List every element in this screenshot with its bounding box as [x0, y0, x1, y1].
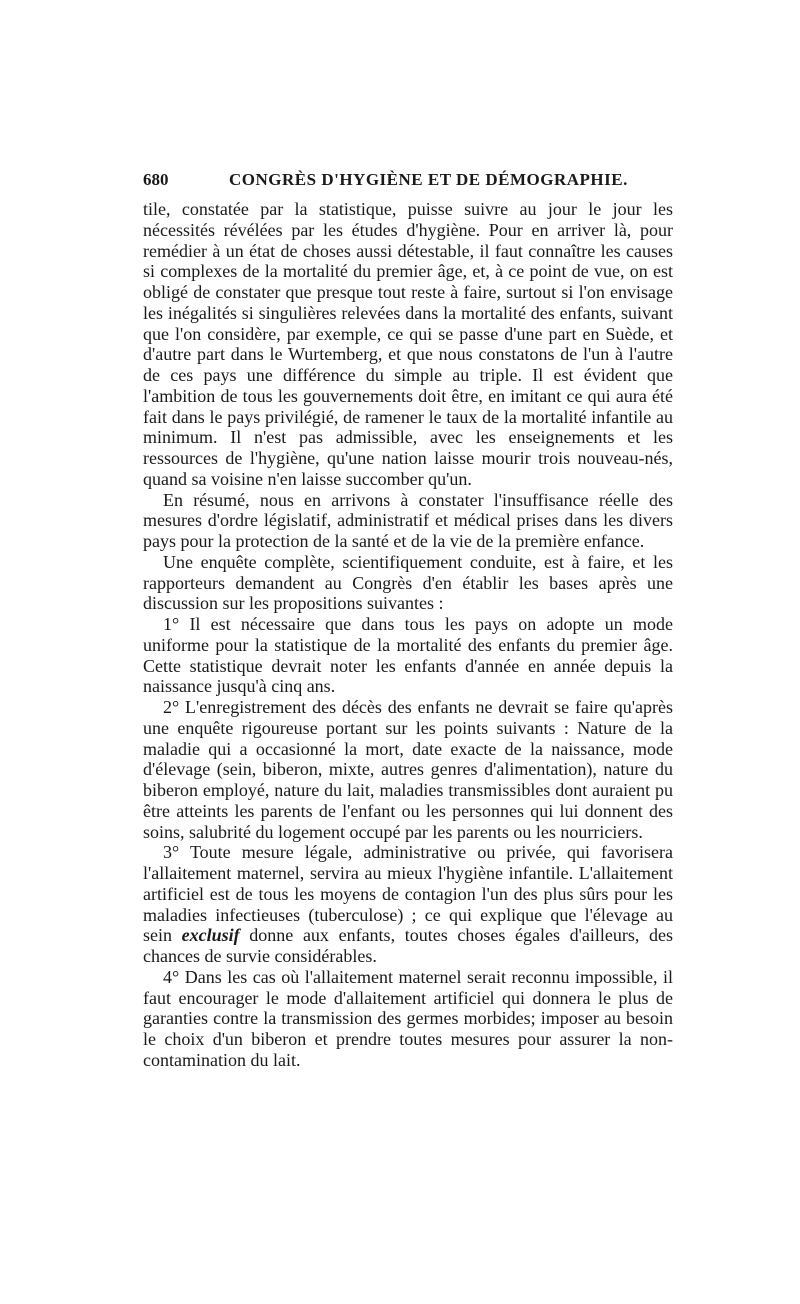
page-header	[143, 170, 673, 194]
paragraph-text: 3° Toute mesure légale, administrative ou privée, qui favorisera l'allaitement maternel, servira au mieux l'hygiène infantile. L'allaitement artificiel est de tous les moyens de contagion l'un des plus sûrs pour les maladies infectieuses (tuberculose) ; ce qui explique que l'élevage au sein	[143, 842, 673, 946]
running-title: CONGRÈS D'HYGIÈNE ET DE DÉMOGRAPHIE.	[229, 170, 628, 189]
page-number: 680	[143, 170, 169, 189]
body-text	[143, 199, 673, 1071]
paragraph-text: donne aux enfants, toutes choses égales d'ailleurs, des chances de survie considérables.	[143, 925, 673, 966]
paragraph: 4° Dans les cas où l'allaitement maternel serait reconnu impossible, il faut encourager le mode d'allaitement artificiel qui donnera le plus de garanties contre la transmission des germes morbides; imposer au besoin le choix d'un biberon et prendre toutes mesures pour assurer la non-contamination du lait.	[143, 966, 673, 1070]
emphasis: exclusif	[181, 925, 240, 946]
paragraph: 2° L'enregistrement des décès des enfants ne devrait se faire qu'après une enquête rigoureuse portant sur les points suivants : Nature de la maladie qui a occasionné la mort, date exacte de la naissance, mode d'élevage (sein, biberon, mixte, autres genres d'alimentation), nature du biberon employé, nature du lait, maladies transmissibles dont auraient pu être atteints les parents de l'enfant ou les personnes qui lui donnent des soins, salubrité du logement occupé par les parents ou les nourriciers.	[143, 697, 673, 842]
paragraph: 1° Il est nécessaire que dans tous les pays on adopte un mode uniforme pour la statistique de la mortalité des enfants du premier âge. Cette statistique devrait noter les enfants d'année en année depuis la naissance jusqu'à cinq ans.	[143, 614, 673, 697]
paragraph: tile, constatée par la statistique, puisse suivre au jour le jour les nécessités révélées par les études d'hygiène. Pour en arriver là, pour remédier à un état de choses aussi détestable, il faut connaître les causes si complexes de la mortalité du premier âge, et, à ce point de vue, on est obligé de constater que presque tout reste à faire, surtout si l'on envisage les inégalités si singulières relevées dans la mortalité des enfants, suivant que l'on considère, par exemple, ce qui se passe d'une part en Suède, et d'autre part dans le Wurtemberg, et que nous constatons de l'un à l'autre de ces pays une différence du simple au triple. Il est évident que l'ambition de tous les gouvernements doit être, en imitant ce qui aura été fait dans le pays privilégié, de ramener le taux de la mortalité infantile au minimum. Il n'est pas admissible, avec les enseignements et les ressources de l'hygiène, qu'une nation laisse mourir trois nouveau-nés, quand sa voisine n'en laisse succomber qu'un.	[143, 199, 673, 489]
paragraph	[143, 842, 673, 967]
paragraph: En résumé, nous en arrivons à constater l'insuffisance réelle des mesures d'ordre législatif, administratif et médical prises dans les divers pays pour la protection de la santé et de la vie de la première enfance.	[143, 489, 673, 551]
paragraph: Une enquête complète, scientifiquement conduite, est à faire, et les rapporteurs demandent au Congrès d'en établir les bases après une discussion sur les propositions suivantes :	[143, 551, 673, 614]
